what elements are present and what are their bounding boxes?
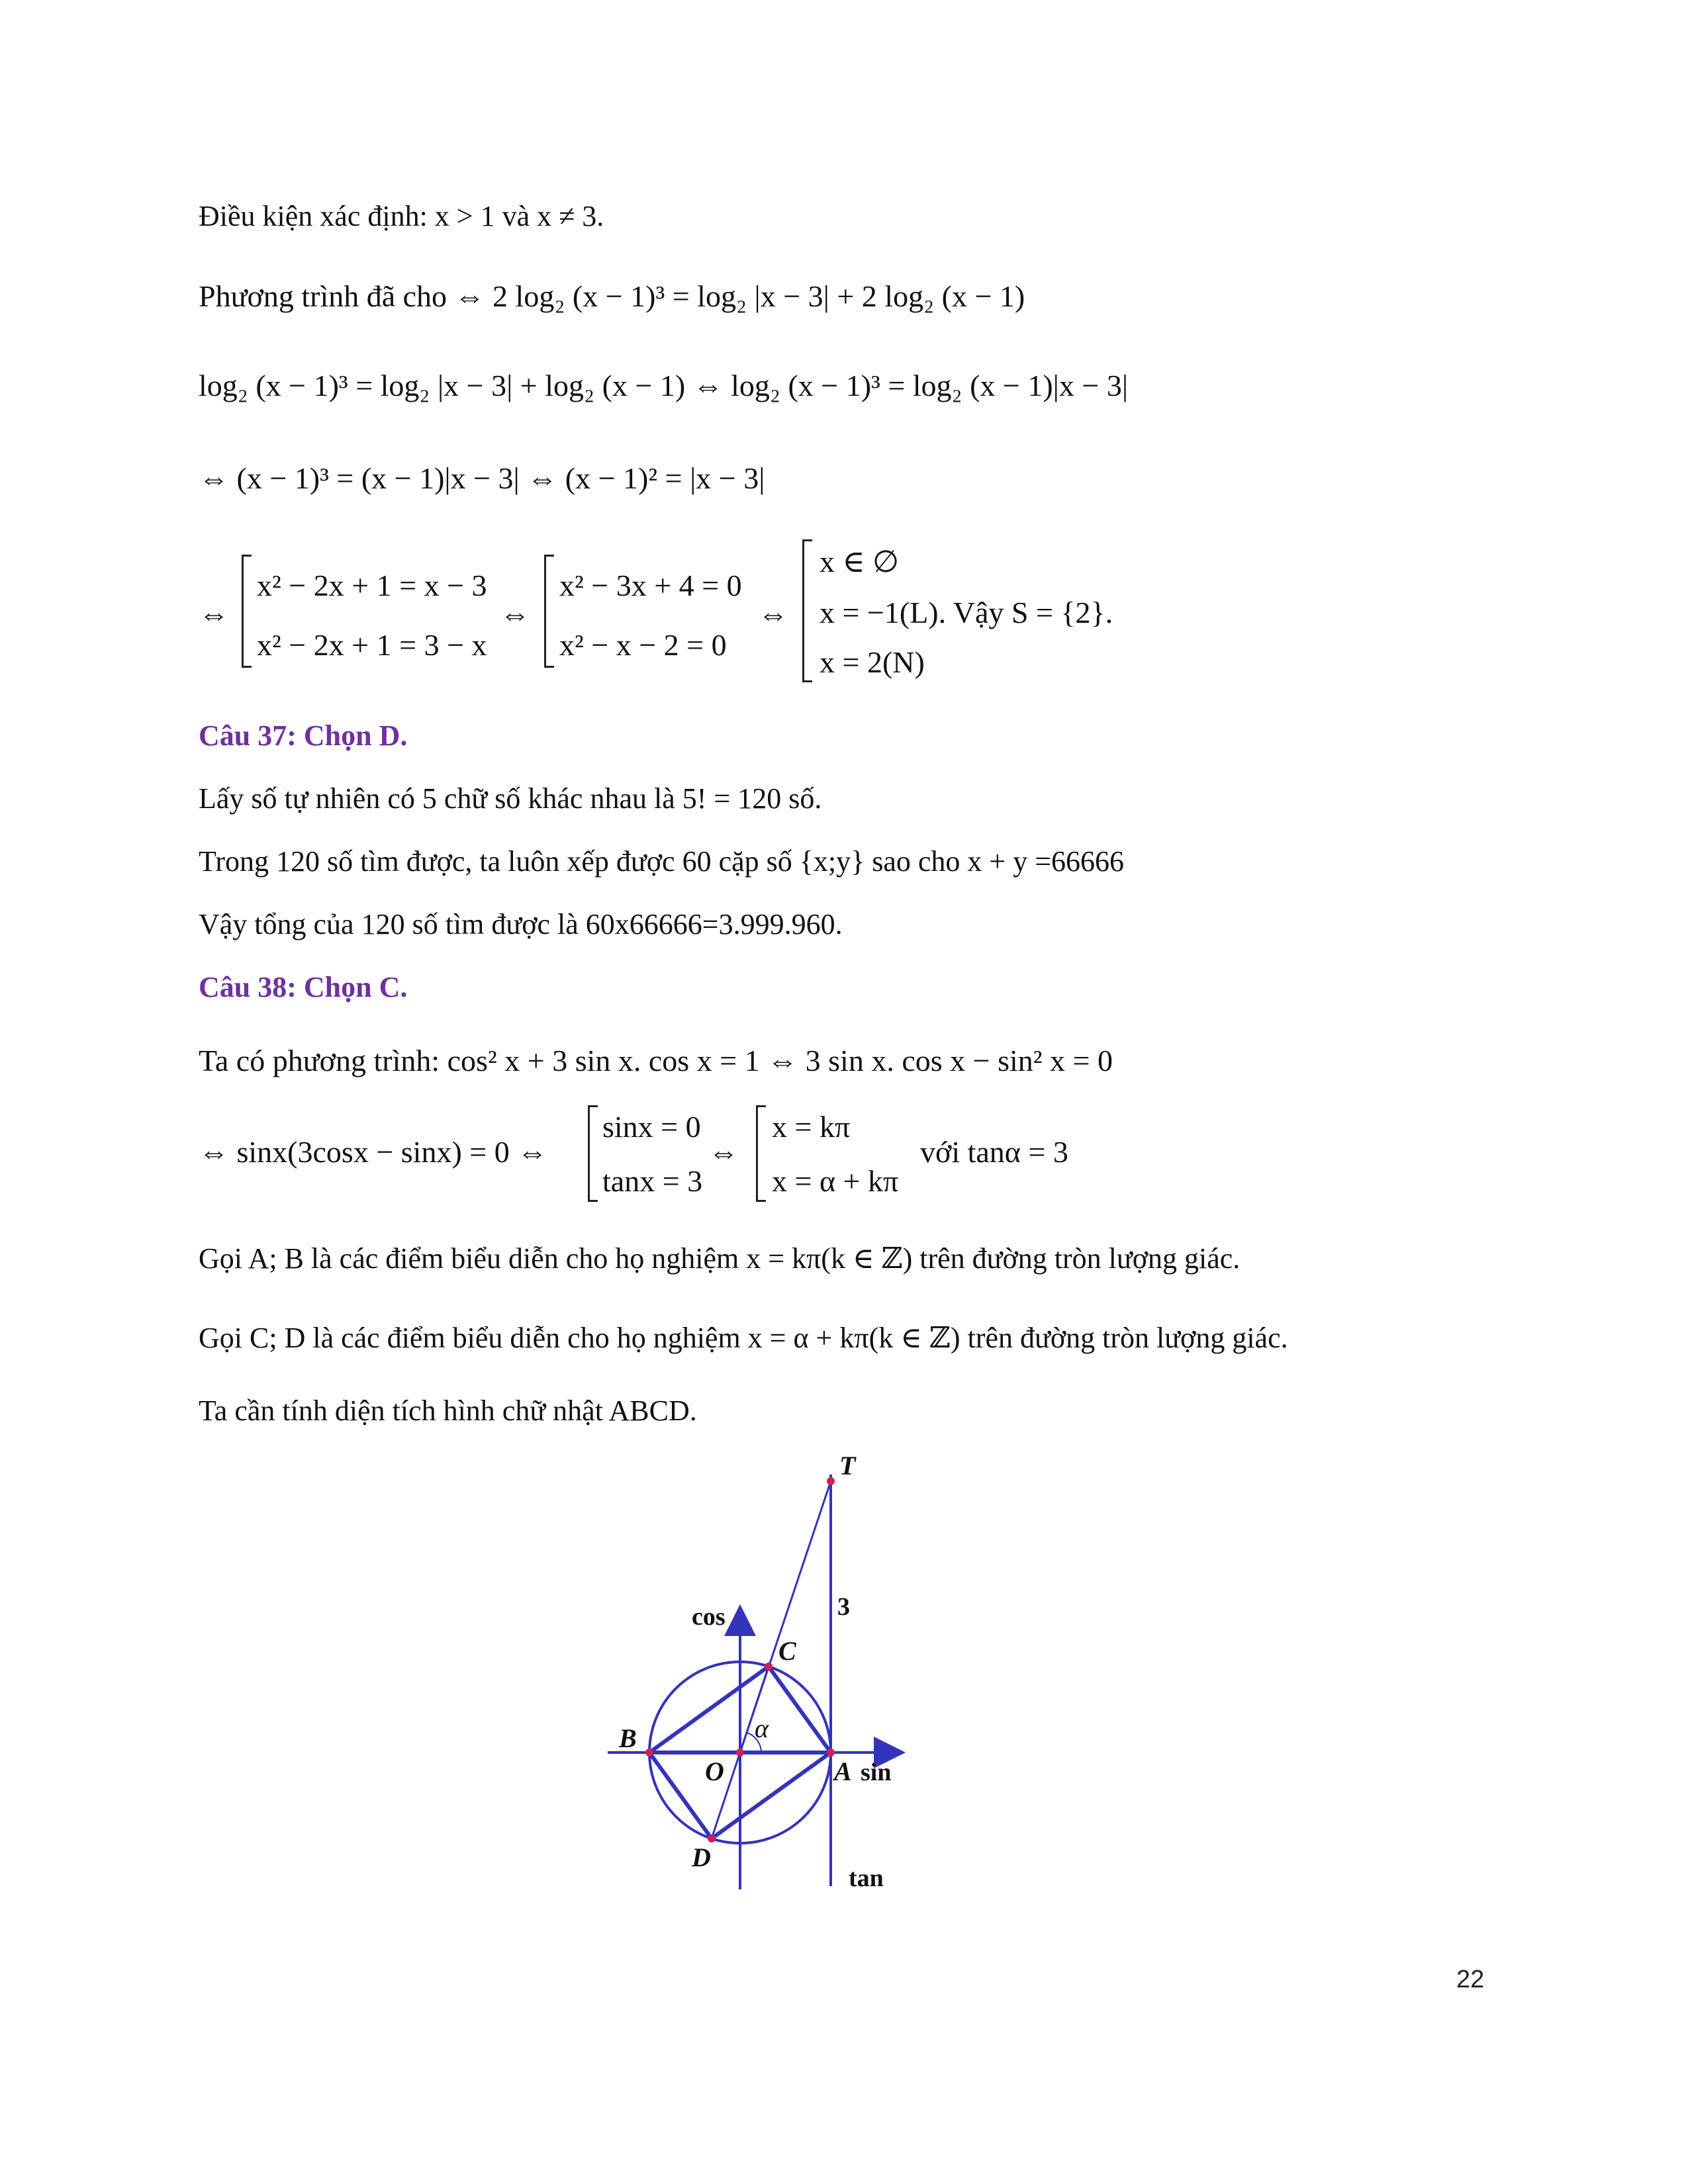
system-b-line-2: x² − x − 2 = 0	[559, 628, 727, 662]
question-37-heading: Câu 37: Chọn D.	[199, 719, 408, 752]
label-three: 3	[837, 1593, 850, 1621]
point-B	[645, 1749, 653, 1756]
label-C: C	[778, 1636, 796, 1666]
label-T: T	[839, 1451, 856, 1480]
label-D: D	[692, 1843, 711, 1872]
question-38-line-4: Gọi C; D là các điểm biểu diễn cho họ nghiệm x = α + kπ(k ∈ ℤ) trên đường tròn lượng giác.	[199, 1322, 1288, 1354]
system-sin-tan-1: sinx = 0	[602, 1110, 701, 1144]
system-x-1: x = kπ	[772, 1110, 851, 1144]
point-A	[827, 1749, 835, 1756]
question-37-line-3: Vậy tổng của 120 số tìm được là 60x66666=3.999.960.	[199, 908, 843, 940]
equation-step-3: ⇔ (x − 1)³ = (x − 1)|x − 3| ⇔ (x − 1)² = |x − 3|	[199, 461, 765, 495]
iff-symbol-1: ⇔	[199, 597, 229, 631]
point-O	[736, 1749, 744, 1756]
label-B: B	[619, 1723, 637, 1753]
question-37-line-1: Lấy số tự nhiên có 5 chữ số khác nhau là 5! = 120 số.	[199, 782, 822, 815]
point-D	[708, 1835, 716, 1843]
point-C	[765, 1662, 773, 1670]
iff-symbol-3: ⇔	[758, 597, 788, 631]
equation-intro: Phương trình đã cho ⇔ 2 log₂ (x − 1)³ = log₂ |x − 3| + 2 log₂ (x − 1)	[199, 279, 1025, 313]
system-x-2: x = α + kπ	[772, 1164, 899, 1198]
system-c-line-2: x = −1(L). Vậy S = {2}.	[820, 596, 1113, 629]
system-c-line-1: x ∈ ∅	[820, 545, 900, 578]
point-T	[827, 1477, 835, 1485]
label-sin: sin	[861, 1758, 892, 1786]
label-A: A	[834, 1756, 852, 1786]
system-c-line-3: x = 2(N)	[820, 645, 925, 679]
question-38-line-1: Ta có phương trình: cos² x + 3 sin x. cos x = 1 ⇔ 3 sin x. cos x − sin² x = 0	[199, 1044, 1113, 1077]
domain-condition: Điều kiện xác định: x > 1 và x ≠ 3.	[199, 200, 604, 232]
question-38-line-5: Ta cần tính diện tích hình chữ nhật ABCD.	[199, 1394, 697, 1427]
question-37-line-2: Trong 120 số tìm được, ta luôn xếp được 60 cặp số {x;y} sao cho x + y =66666	[199, 845, 1125, 878]
label-cos: cos	[692, 1603, 726, 1631]
label-O: O	[705, 1756, 724, 1786]
system-a-line-1: x² − 2x + 1 = x − 3	[257, 569, 487, 602]
iff-symbol-2: ⇔	[500, 597, 530, 631]
question-38-line-2-right: với tanα = 3	[920, 1135, 1068, 1169]
system-a-line-2: x² − 2x + 1 = 3 − x	[257, 628, 487, 662]
label-tan: tan	[849, 1864, 884, 1892]
question-38-heading: Câu 38: Chọn C.	[199, 971, 408, 1003]
iff-symbol-4: ⇔	[708, 1135, 739, 1169]
system-sin-tan-2: tanx = 3	[602, 1164, 703, 1198]
label-alpha: α	[755, 1713, 769, 1743]
equation-step-2: log₂ (x − 1)³ = log₂ |x − 3| + log₂ (x − 1) ⇔ log₂ (x − 1)³ = log₂ (x − 1)|x − 3|	[199, 369, 1129, 402]
question-38-line-3: Gọi A; B là các điểm biểu diễn cho họ nghiệm x = kπ(k ∈ ℤ) trên đường tròn lượng giác.	[199, 1242, 1241, 1275]
question-38-line-2-left: ⇔ sinx(3cosx − sinx) = 0 ⇔	[199, 1135, 548, 1169]
system-b-line-1: x² − 3x + 4 = 0	[559, 569, 742, 602]
page-number: 22	[1456, 1966, 1485, 1993]
